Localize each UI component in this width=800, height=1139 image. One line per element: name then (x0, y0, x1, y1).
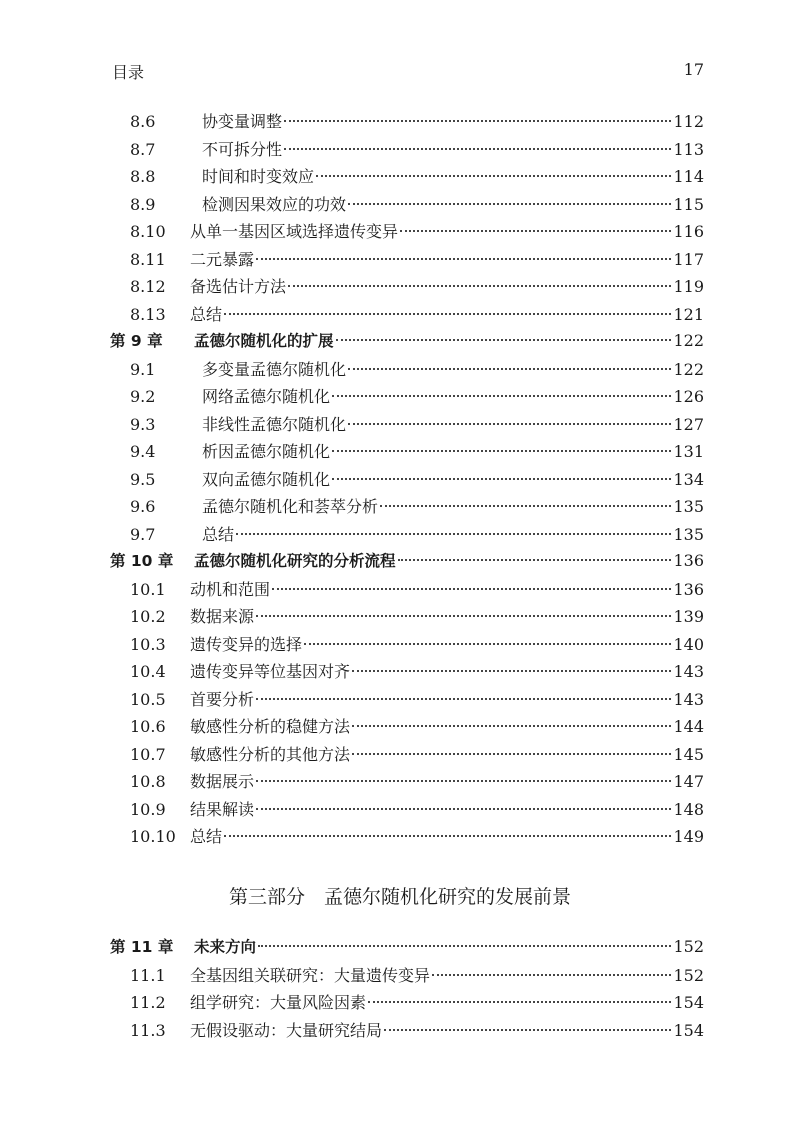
dot-leader (348, 423, 671, 425)
entry-page-number: 152 (673, 965, 704, 985)
entry-number: 8.12 (130, 277, 166, 296)
dot-leader (256, 780, 671, 782)
entry-title: 首要分析 (190, 689, 255, 709)
dot-leader (258, 945, 671, 947)
toc-section-entry (110, 164, 704, 192)
entry-number: 10.6 (130, 717, 166, 736)
entry-number: 8.6 (130, 112, 156, 131)
entry-page-number: 136 (673, 579, 704, 599)
entry-title: 总结 (202, 524, 235, 544)
entry-title: 孟德尔随机化和荟萃分析 (202, 497, 379, 516)
entry-number: 8.7 (130, 139, 156, 159)
toc-section-entry (110, 632, 704, 660)
entry-title: 备选估计方法 (190, 277, 287, 296)
dot-leader (380, 505, 671, 507)
entry-page-number: 148 (673, 799, 704, 819)
entry-number: 8.11 (130, 249, 166, 269)
entry-page-number: 126 (673, 387, 704, 406)
entry-page-number: 144 (673, 717, 704, 736)
toc-section-entry (110, 219, 704, 247)
entry-title: 二元暴露 (190, 249, 255, 269)
dot-leader (400, 230, 671, 232)
entry-number: 8.9 (130, 194, 156, 214)
entry-page-number: 154 (673, 1020, 704, 1040)
entry-number: 9.5 (130, 469, 156, 489)
entry-page-number: 134 (673, 469, 704, 489)
toc-section-entry (110, 1018, 704, 1046)
entry-page-number: 139 (673, 607, 704, 626)
dot-leader (332, 395, 671, 397)
dot-leader (284, 148, 671, 150)
entry-title: 数据来源 (190, 607, 255, 626)
entry-page-number: 149 (673, 827, 704, 846)
entry-number: 10.10 (130, 827, 176, 846)
toc-section-entry (110, 797, 704, 825)
dot-leader (256, 808, 671, 810)
dot-leader (332, 450, 671, 452)
entry-title: 总结 (190, 304, 223, 324)
entry-page-number: 113 (673, 139, 704, 159)
toc-section-entry (110, 247, 704, 275)
entry-number: 10.3 (130, 634, 166, 654)
toc-section-entry (110, 604, 704, 632)
entry-title: 孟德尔随机化研究的分析流程 (194, 552, 396, 570)
entry-title: 时间和时变效应 (202, 167, 315, 186)
toc-section-entry (110, 384, 704, 412)
entry-number: 10.1 (130, 579, 166, 599)
entry-number: 8.8 (130, 167, 156, 186)
toc-section-entry (110, 467, 704, 495)
dot-leader (432, 974, 671, 976)
dot-leader (236, 533, 671, 535)
entry-title: 数据展示 (190, 772, 255, 791)
entry-title: 检测因果效应的功效 (202, 194, 347, 214)
toc-section-entry (110, 494, 704, 522)
toc-section-entry (110, 963, 704, 991)
entry-title: 协变量调整 (202, 112, 283, 131)
entry-page-number: 136 (673, 551, 704, 570)
entry-number: 11.1 (130, 965, 166, 985)
entry-page-number: 147 (673, 772, 704, 791)
part-heading: 第三部分 孟德尔随机化研究的发展前景 (228, 886, 571, 908)
entry-number: 9.4 (130, 442, 156, 461)
table-of-contents (110, 109, 704, 852)
entry-title: 从单一基因区域选择遗传变异 (190, 222, 399, 241)
entry-page-number: 115 (673, 194, 704, 214)
entry-title: 双向孟德尔随机化 (202, 469, 331, 489)
entry-page-number: 119 (673, 277, 704, 296)
dot-leader (352, 670, 671, 672)
entry-title: 全基因组关联研究：大量遗传变异 (190, 965, 431, 985)
toc-section-entry (110, 439, 704, 467)
entry-title: 总结 (190, 827, 223, 846)
toc-section-entry (110, 302, 704, 330)
entry-title: 组学研究：大量风险因素 (190, 993, 367, 1012)
entry-number: 11.2 (130, 993, 166, 1012)
entry-page-number: 116 (673, 222, 704, 241)
dot-leader (256, 615, 671, 617)
toc-section-entry (110, 742, 704, 770)
toc-section-entry (110, 109, 704, 137)
entry-title: 网络孟德尔随机化 (202, 387, 331, 406)
toc-section-entry (110, 192, 704, 220)
toc-section-entry (110, 824, 704, 852)
dot-leader (398, 559, 672, 561)
entry-number: 8.13 (130, 304, 166, 324)
entry-title: 多变量孟德尔随机化 (202, 359, 347, 379)
toc-chapter-entry (110, 329, 704, 357)
entry-number: 第 9 章 (110, 332, 163, 350)
toc-section-entry (110, 274, 704, 302)
entry-page-number: 154 (673, 993, 704, 1012)
entry-number: 9.1 (130, 359, 156, 379)
entry-page-number: 140 (673, 634, 704, 654)
entry-page-number: 121 (673, 304, 704, 324)
entry-number: 10.4 (130, 662, 166, 681)
dot-leader (224, 835, 671, 837)
entry-page-number: 135 (673, 497, 704, 516)
entry-title: 非线性孟德尔随机化 (202, 414, 347, 434)
entry-number: 10.8 (130, 772, 166, 791)
entry-number: 11.3 (130, 1020, 166, 1040)
dot-leader (224, 313, 671, 315)
entry-page-number: 122 (673, 359, 704, 379)
entry-number: 10.9 (130, 799, 166, 819)
entry-title: 无假设驱动：大量研究结局 (190, 1020, 383, 1040)
entry-page-number: 117 (673, 249, 704, 269)
entry-page-number: 112 (673, 112, 704, 131)
dot-leader (352, 725, 671, 727)
dot-leader (288, 285, 671, 287)
entry-number: 9.6 (130, 497, 156, 516)
dot-leader (352, 753, 671, 755)
entry-number: 第 10 章 (110, 552, 174, 570)
toc-section-entry (110, 412, 704, 440)
dot-leader (316, 175, 671, 177)
toc-section-entry (110, 137, 704, 165)
entry-number: 8.10 (130, 222, 166, 241)
entry-title: 敏感性分析的稳健方法 (190, 717, 351, 736)
entry-page-number: 152 (673, 937, 704, 956)
dot-leader (332, 478, 671, 480)
dot-leader (368, 1001, 671, 1003)
entry-number: 9.7 (130, 524, 156, 544)
toc-section-entry (110, 769, 704, 797)
entry-page-number: 145 (673, 744, 704, 764)
entry-number: 10.7 (130, 744, 166, 764)
entry-page-number: 122 (673, 331, 704, 350)
entry-page-number: 127 (673, 414, 704, 434)
entry-page-number: 143 (673, 662, 704, 681)
toc-section-entry (110, 522, 704, 550)
table-of-contents-continued (110, 935, 704, 1045)
dot-leader (304, 643, 671, 645)
entry-page-number: 143 (673, 689, 704, 709)
toc-section-entry (110, 577, 704, 605)
entry-title: 不可拆分性 (202, 139, 283, 159)
entry-title: 未来方向 (194, 938, 257, 956)
page-number: 17 (683, 60, 704, 79)
entry-title: 孟德尔随机化的扩展 (194, 332, 334, 350)
toc-section-entry (110, 990, 704, 1018)
entry-title: 遗传变异等位基因对齐 (190, 662, 351, 681)
dot-leader (256, 258, 671, 260)
entry-number: 10.5 (130, 689, 166, 709)
entry-number: 9.2 (130, 387, 156, 406)
running-header-section: 目录 (112, 63, 145, 82)
entry-number: 10.2 (130, 607, 166, 626)
dot-leader (256, 698, 671, 700)
entry-page-number: 131 (673, 442, 704, 461)
entry-page-number: 114 (673, 167, 704, 186)
dot-leader (348, 368, 671, 370)
dot-leader (284, 120, 671, 122)
entry-page-number: 135 (673, 524, 704, 544)
dot-leader (336, 339, 672, 341)
toc-section-entry (110, 687, 704, 715)
entry-title: 遗传变异的选择 (190, 634, 303, 654)
dot-leader (384, 1029, 671, 1031)
toc-chapter-entry (110, 549, 704, 577)
entry-title: 敏感性分析的其他方法 (190, 744, 351, 764)
toc-section-entry (110, 357, 704, 385)
entry-title: 动机和范围 (190, 579, 271, 599)
toc-chapter-entry (110, 935, 704, 963)
entry-title: 结果解读 (190, 799, 255, 819)
toc-section-entry (110, 714, 704, 742)
entry-title: 析因孟德尔随机化 (202, 442, 331, 461)
entry-number: 第 11 章 (110, 938, 174, 956)
toc-section-entry (110, 659, 704, 687)
dot-leader (348, 203, 671, 205)
entry-number: 9.3 (130, 414, 156, 434)
dot-leader (272, 588, 671, 590)
